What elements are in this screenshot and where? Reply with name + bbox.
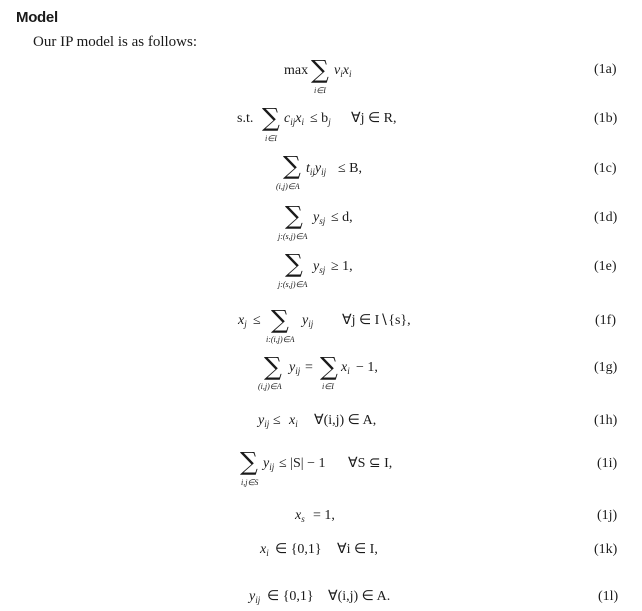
quantifier: ∀j ∈ R, [351, 111, 397, 126]
constraint-lhs: $y_{ij}$ [249, 589, 261, 605]
sum-symbol: ∑ [285, 249, 303, 278]
quantifier: ∀S ⊆ I, [348, 456, 393, 471]
equation-tag-1i: (1i) [597, 456, 618, 471]
quantifier: ∀j ∈ I∖{s}, [342, 313, 411, 328]
quantifier: ∀i ∈ I, [337, 542, 378, 557]
sum-index-2: i∈I [322, 382, 334, 391]
quantifier: ∀(i,j) ∈ A, [314, 413, 377, 428]
equation-tag-1g: (1g) [594, 360, 618, 375]
constraint-lhs: $x_j$ [238, 313, 247, 329]
equation-tag-1a: (1a) [594, 62, 617, 77]
binary-domain: ∈ {0,1} [267, 589, 314, 604]
constraint-rhs: ≤ B, [338, 161, 363, 176]
sum-symbol: ∑ [271, 305, 289, 334]
constraint-lhs: $y_{ij}$ [258, 413, 270, 429]
equation-tag-1l: (1l) [598, 589, 619, 604]
constraint-lhs: $y_{sj}$ [313, 259, 326, 275]
sum-symbol: ∑ [311, 55, 329, 84]
constraint-rhs: ≤ $b_j$ [310, 111, 331, 127]
equation-tag-1e: (1e) [594, 259, 617, 274]
equation-1c [276, 151, 617, 191]
sum-index: i,j∈S [241, 478, 259, 487]
equation-1l [247, 589, 619, 605]
equation-1f [237, 305, 616, 344]
equation-1h [256, 413, 618, 429]
equation-tag-1d: (1d) [594, 210, 618, 225]
sum-index: j:(s,j)∈A [278, 280, 308, 289]
objective-term: $v_ix_i$ [334, 63, 352, 79]
minus-one: − 1, [356, 360, 378, 375]
equation-1i [240, 447, 618, 487]
sum-symbol: ∑ [264, 352, 282, 381]
le-sign: ≤ [273, 413, 281, 428]
sum-index: i∈I [265, 134, 277, 143]
constraint-rhs: $x_i$ [341, 360, 350, 376]
sum-symbol: ∑ [240, 447, 258, 476]
equation-1e [277, 249, 617, 289]
sum-symbol: ∑ [285, 201, 303, 230]
sum-index: i∈I [314, 86, 326, 95]
equation-1g [258, 352, 618, 391]
section-heading: Model [16, 9, 58, 26]
constraint-rhs: ≤ d, [331, 210, 353, 225]
equation-tag-1j: (1j) [597, 508, 618, 523]
constraint-rhs: $x_i$ [289, 413, 298, 429]
sum-symbol-2: ∑ [320, 352, 338, 381]
constraint-rhs: $y_{ij}$ [302, 313, 314, 329]
sum-symbol: ∑ [262, 103, 280, 132]
max-operator: max [284, 63, 309, 78]
sum-index: (i,j)∈A [276, 182, 300, 191]
constraint-rhs: ≥ 1, [331, 259, 353, 274]
constraint-rhs: = 1, [313, 508, 335, 523]
equation-1b [237, 103, 618, 143]
equation-1k [259, 542, 618, 558]
equation-tag-1f: (1f) [595, 313, 616, 328]
sum-index: i:(i,j)∈A [266, 335, 295, 344]
constraint-lhs: $t_{ij}y_{ij}$ [306, 161, 327, 177]
equation-1d [277, 201, 618, 241]
constraint-lhs: $y_{sj}$ [313, 210, 326, 226]
subject-to-label: s.t. [237, 111, 254, 126]
sum-index: j:(s,j)∈A [278, 232, 308, 241]
binary-domain: ∈ {0,1} [275, 542, 322, 557]
constraint-lhs: $c_{ij}x_i$ [284, 111, 304, 127]
intro-text: Our IP model is as follows: [33, 34, 198, 50]
eq-sign: = [305, 360, 313, 375]
equation-tag-1k: (1k) [594, 542, 618, 557]
constraint-lhs: $y_{ij}$ [263, 456, 275, 472]
le-sign: ≤ [253, 313, 261, 328]
constraint-lhs: $y_{ij}$ [289, 360, 301, 376]
quantifier: ∀(i,j) ∈ A. [328, 589, 391, 604]
constraint-lhs: $x_i$ [260, 542, 269, 558]
equation-1j [294, 508, 618, 524]
constraint-lhs: $x_s$ [295, 508, 305, 524]
equation-1a [284, 55, 617, 95]
constraint-rhs: ≤ |S| − 1 [279, 456, 326, 471]
sum-index: (i,j)∈A [258, 382, 282, 391]
equation-tag-1c: (1c) [594, 161, 617, 176]
sum-symbol: ∑ [283, 151, 301, 180]
equation-tag-1h: (1h) [594, 413, 618, 428]
equation-tag-1b: (1b) [594, 111, 618, 126]
